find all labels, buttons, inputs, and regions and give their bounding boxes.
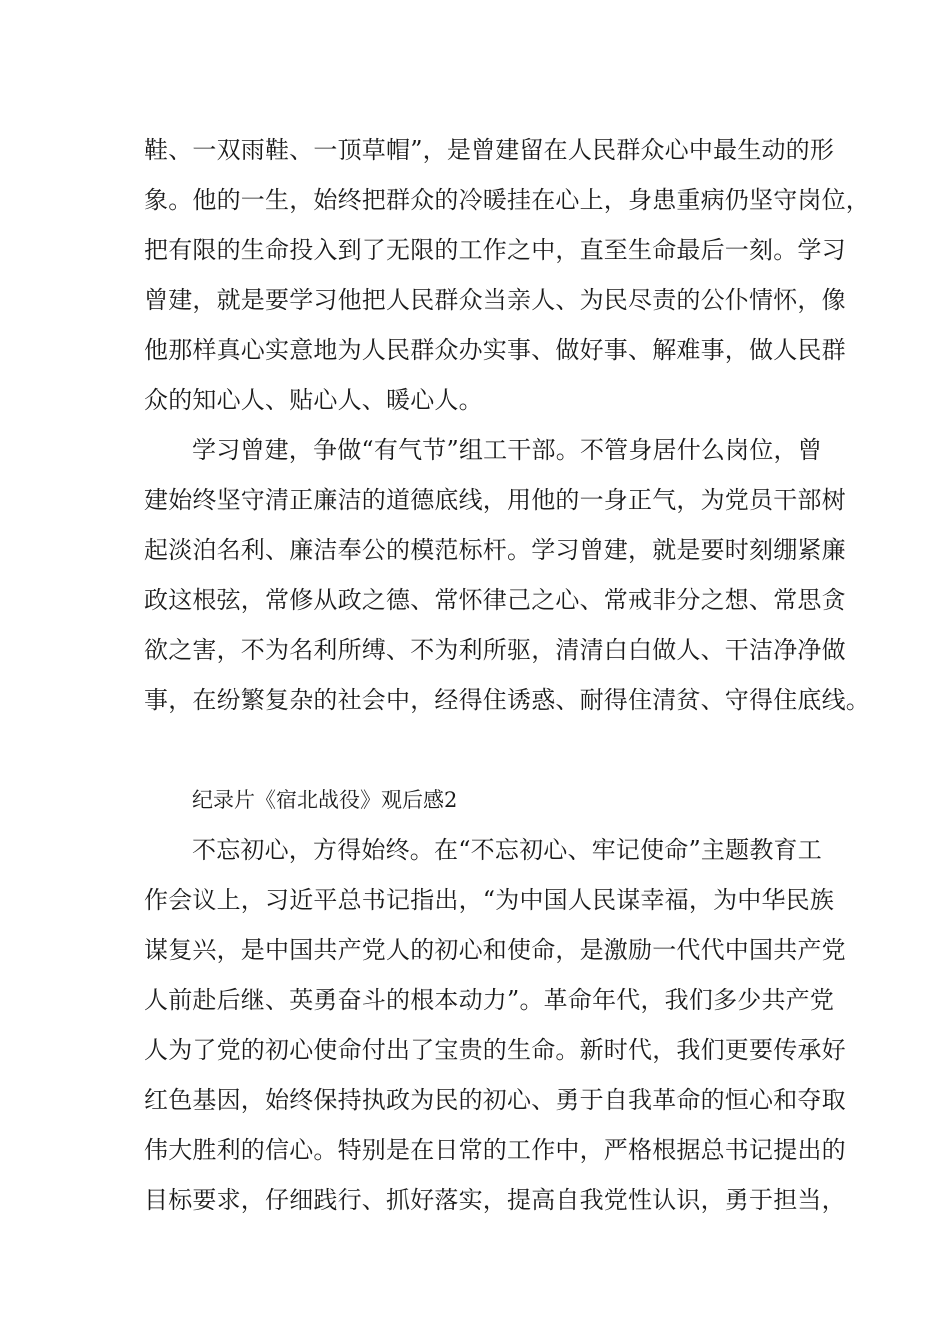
section-heading: 纪录片《宿北战役》观后感2 bbox=[192, 788, 458, 812]
para1-line-4: 曾建，就是要学习他把人民群众当亲人、为民尽责的公仆情怀，像 bbox=[144, 286, 846, 314]
para2-line-5: 欲之害，不为名利所缚、不为利所驱，清清白白做人、干洁净净做 bbox=[144, 636, 846, 664]
para3-line-2: 作会议上，习近平总书记指出，“为中国人民谋幸福，为中华民族 bbox=[144, 886, 835, 914]
para3-line-4: 人前赴后继、英勇奋斗的根本动力”。革命年代，我们多少共产党 bbox=[144, 986, 835, 1014]
para3-line-1: 不忘初心，方得始终。在“不忘初心、牢记使命”主题教育工 bbox=[192, 836, 822, 864]
para1-line-3: 把有限的生命投入到了无限的工作之中，直至生命最后一刻。学习 bbox=[144, 236, 846, 264]
para2-line-6: 事，在纷繁复杂的社会中，经得住诱惑、耐得住清贫、守得住底线。 bbox=[144, 686, 870, 714]
para2-line-3: 起淡泊名利、廉洁奉公的模范标杆。学习曾建，就是要时刻绷紧廉 bbox=[144, 536, 846, 564]
para1-line-2: 象。他的一生，始终把群众的冷暖挂在心上，身患重病仍坚守岗位， bbox=[144, 186, 870, 214]
para2-line-1: 学习曾建，争做“有气节”组工干部。不管身居什么岗位，曾 bbox=[192, 436, 822, 464]
para3-line-5: 人为了党的初心使命付出了宝贵的生命。新时代，我们更要传承好 bbox=[144, 1036, 846, 1064]
para3-line-7: 伟大胜利的信心。特别是在日常的工作中，严格根据总书记提出的 bbox=[144, 1136, 846, 1164]
para2-line-4: 政这根弦，常修从政之德、常怀律己之心、常戒非分之想、常思贪 bbox=[144, 586, 846, 614]
para3-line-6: 红色基因，始终保持执政为民的初心、勇于自我革命的恒心和夺取 bbox=[144, 1086, 846, 1114]
para3-line-8: 目标要求，仔细践行、抓好落实，提高自我党性认识，勇于担当， bbox=[144, 1186, 846, 1214]
para1-line-1: 鞋、一双雨鞋、一顶草帽”，是曾建留在人民群众心中最生动的形 bbox=[144, 136, 835, 164]
para3-line-3: 谋复兴，是中国共产党人的初心和使命，是激励一代代中国共产党 bbox=[144, 936, 846, 964]
para1-line-6: 众的知心人、贴心人、暖心人。 bbox=[144, 386, 483, 414]
para1-line-5: 他那样真心实意地为人民群众办实事、做好事、解难事，做人民群 bbox=[144, 336, 846, 364]
para2-line-2: 建始终坚守清正廉洁的道德底线，用他的一身正气，为党员干部树 bbox=[144, 486, 846, 514]
